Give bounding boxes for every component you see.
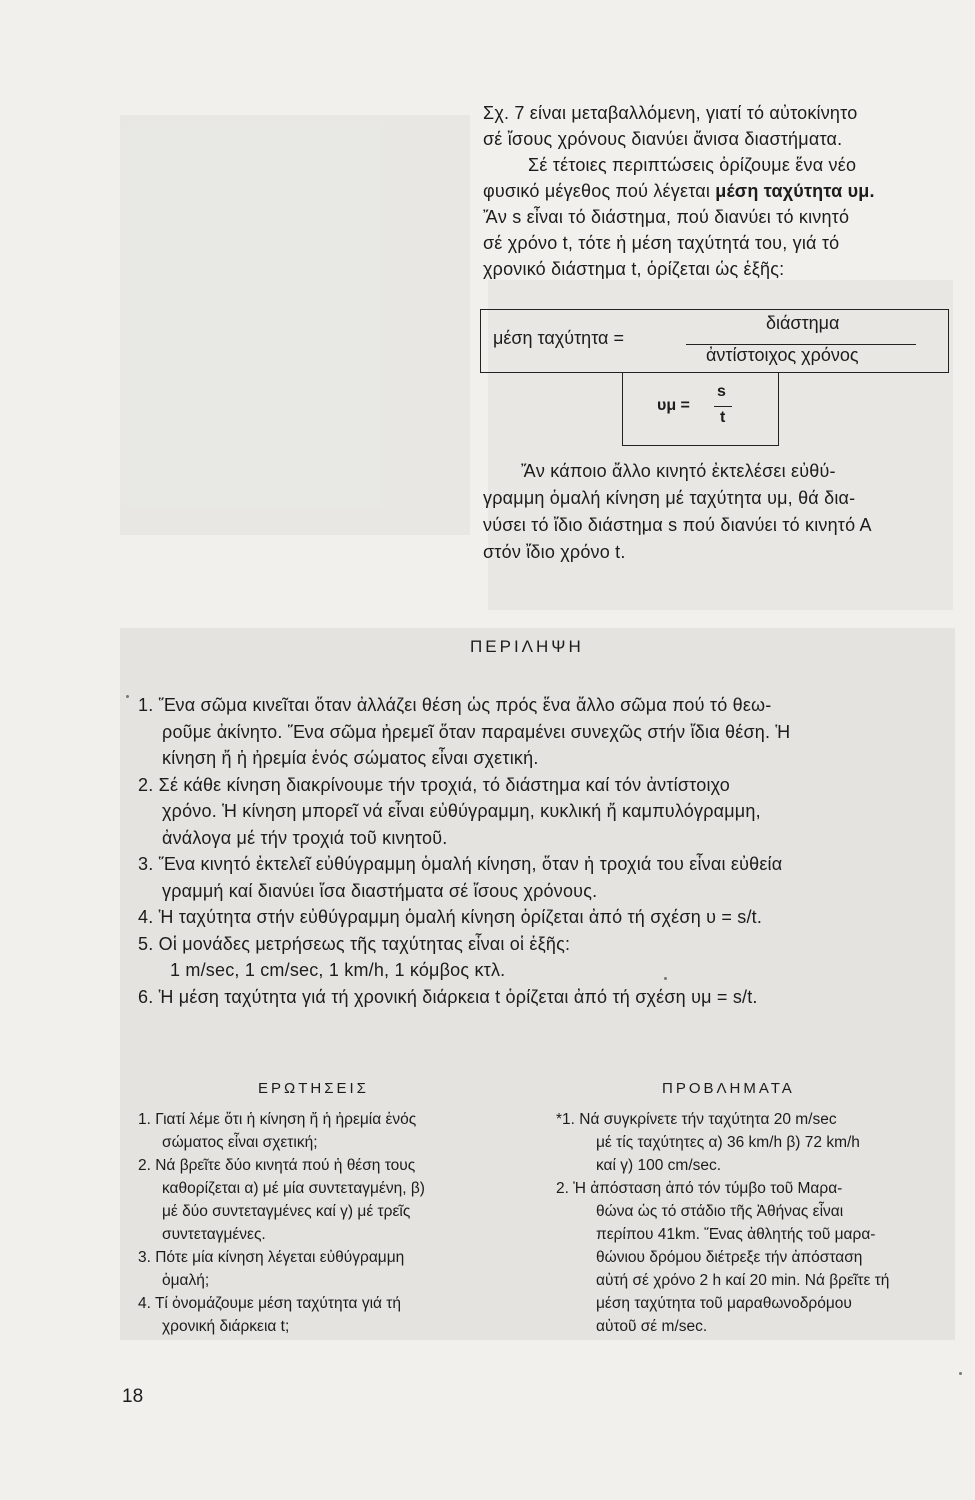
explanation-line-2: γραμμη ὁμαλή κίνηση μέ ταχύτητα υμ, θά δια- — [483, 488, 856, 508]
formula-symbol-box — [622, 373, 779, 446]
formula-symbol-denominator: t — [720, 409, 726, 426]
mean-velocity-term: μέση ταχύτητα υμ. — [715, 181, 875, 201]
page-number: 18 — [122, 1386, 144, 1407]
explanation-line-3: νύσει τό ἴδιο διάστημα s πού διανύει τό κινητό Α — [483, 515, 872, 535]
formula-words-box — [480, 309, 949, 373]
summary-item-5: 5. Οἱ μονάδες μετρήσεως τῆς ταχύτητας εἶναι οἱ ἑξῆς: — [138, 933, 571, 954]
summary-item-3: 3. Ἕνα κινητό ἐκτελεῖ εὐθύγραμμη ὁμαλή κίνηση, ὅταν ἡ τροχιά του εἶναι εὐθεία — [138, 854, 783, 874]
problem-1-cont: καί γ) 100 cm/sec. — [596, 1157, 722, 1174]
question-1: 1. Γιατί λέμε ὅτι ἡ κίνηση ἤ ἡ ἠρεμία ἑνός — [138, 1111, 417, 1128]
formula-words-lhs: μέση ταχύτητα = — [493, 328, 624, 348]
intro-line-1: Σχ. 7 είναι μεταβαλλόμενη, γιατί τό αὐτοκίνητο — [483, 103, 858, 123]
questions-title: ΕΡΩΤΗΣΕΙΣ — [258, 1080, 369, 1097]
scan-speck — [664, 977, 667, 980]
summary-item-1-cont: ροῦμε ἀκίνητο. Ἕνα σῶμα ἠρεμεῖ ὅταν παραμένει συνεχῶς στήν ἴδια θέση. Ἡ — [162, 721, 791, 742]
formula-symbol-lhs: υμ = — [657, 397, 690, 414]
question-3: 3. Πότε μία κίνηση λέγεται εὐθύγραμμη — [138, 1249, 405, 1266]
intro-line-4-text: φυσικό μέγεθος πού λέγεται — [483, 181, 716, 201]
explanation-line-4: στόν ἴδιο χρόνο t. — [483, 542, 626, 562]
intro-line-6: σέ χρόνο t, τότε ἡ μέση ταχύτητά του, γιά τό — [483, 233, 840, 253]
explanation-line-1: Ἄν κάποιο ἄλλο κινητό ἐκτελέσει εὐθύ- — [521, 461, 836, 481]
problem-2-cont: μέση ταχύτητα τοῦ μαραθωνοδρόμου — [596, 1295, 852, 1312]
questions-list — [138, 1108, 425, 1338]
scan-speck — [959, 1372, 962, 1375]
summary-item-5-cont: 1 m/sec, 1 cm/sec, 1 km/h, 1 κόμβος κτλ. — [170, 960, 506, 980]
summary-item-1: 1. Ἕνα σῶμα κινεῖται ὅταν ἀλλάζει θέση ὡς πρός ἕνα ἄλλο σῶμα πού τό θεω- — [138, 695, 772, 715]
problem-2-cont: θώνα ὡς τό στάδιο τῆς Ἀθήνας εἶναι — [596, 1203, 844, 1220]
question-3-cont: ὁμαλή; — [162, 1272, 210, 1289]
formula-symbol-fraction-bar — [714, 406, 732, 407]
question-4: 4. Τί ὀνομάζουμε μέση ταχύτητα γιά τή — [138, 1295, 402, 1312]
question-2-cont: καθορίζεται α) μέ μία συντεταγμένη, β) — [162, 1180, 425, 1197]
problem-1: *1. Νά συγκρίνετε τήν ταχύτητα 20 m/sec — [556, 1111, 837, 1128]
problem-2-cont: αὐτή σέ χρόνο 2 h καί 20 min. Νά βρεῖτε τή — [596, 1272, 890, 1289]
explanation-paragraph — [483, 458, 953, 566]
intro-paragraph — [483, 100, 953, 282]
summary-item-2-cont: χρόνο. Ἡ κίνηση μπορεῖ νά εἶναι εὐθύγραμμη, κυκλική ἤ καμπυλόγραμμη, — [162, 801, 761, 821]
problem-2-cont: θώνιου δρόμου διέτρεξε τήν ἀπόσταση — [596, 1249, 863, 1266]
summary-item-3-cont: γραμμή καί διανύει ἴσα διαστήματα σέ ἴσους χρόνους. — [162, 880, 598, 901]
problem-2-cont: αὐτοῦ σέ m/sec. — [596, 1318, 708, 1335]
formula-words-denominator: ἀντίστοιχος χρόνος — [706, 345, 859, 365]
intro-line-5: Ἄν s εἶναι τό διάστημα, πού διανύει τό κινητό — [483, 207, 850, 227]
intro-line-3: Σέ τέτοιες περιπτώσεις ὁρίζουμε ἕνα νέο — [528, 155, 857, 175]
question-2-cont: συντεταγμένες. — [162, 1226, 266, 1243]
problems-title: ΠΡΟΒΛΗΜΑΤΑ — [662, 1080, 795, 1097]
problems-list — [556, 1108, 889, 1338]
question-1-cont: σώματος εἶναι σχετική; — [162, 1134, 318, 1151]
summary-item-4: 4. Ἡ ταχύτητα στήν εὐθύγραμμη ὁμαλή κίνηση ὁρίζεται ἀπό τή σχέση υ = s/t. — [138, 907, 763, 927]
summary-title: ΠΕΡΙΛΗΨΗ — [470, 637, 584, 656]
problem-2: 2. Ἡ ἀπόσταση ἀπό τόν τύμβο τοῦ Μαρα- — [556, 1180, 843, 1197]
summary-list — [138, 692, 950, 1010]
question-4-cont: χρονική διάρκεια t; — [162, 1318, 290, 1335]
summary-item-1-cont: κίνηση ἤ ἡ ἠρεμία ἑνός σώματος εἶναι σχετική. — [162, 748, 539, 768]
show-through-left — [120, 115, 470, 535]
problem-2-cont: περίπου 41km. Ἕνας ἀθλητής τοῦ μαρα- — [596, 1226, 876, 1243]
summary-item-2: 2. Σέ κάθε κίνηση διακρίνουμε τήν τροχιά, τό διάστημα καί τόν ἀντίστοιχο — [138, 774, 731, 795]
problem-1-cont: μέ τίς ταχύτητες α) 36 km/h β) 72 km/h — [596, 1134, 860, 1151]
intro-line-4 — [483, 178, 953, 204]
formula-symbol-numerator: s — [717, 383, 726, 400]
question-2: 2. Νά βρεῖτε δύο κινητά πού ἡ θέση τους — [138, 1157, 416, 1174]
question-2-cont: μέ δύο συντεταγμένες καί γ) μέ τρεῖς — [162, 1203, 411, 1220]
intro-line-2: σέ ἴσους χρόνους διανύει ἄνισα διαστήματα. — [483, 129, 843, 149]
scan-speck — [126, 695, 129, 698]
formula-words-numerator: διάστημα — [766, 313, 840, 333]
intro-line-7: χρονικό διάστημα t, ὁρίζεται ὡς ἑξῆς: — [483, 259, 785, 279]
summary-item-2-cont: ἀνάλογα μέ τήν τροχιά τοῦ κινητοῦ. — [162, 827, 448, 848]
summary-item-6: 6. Ἡ μέση ταχύτητα γιά τή χρονική διάρκεια t ὁρίζεται ἀπό τή σχέση υμ = s/t. — [138, 986, 758, 1007]
